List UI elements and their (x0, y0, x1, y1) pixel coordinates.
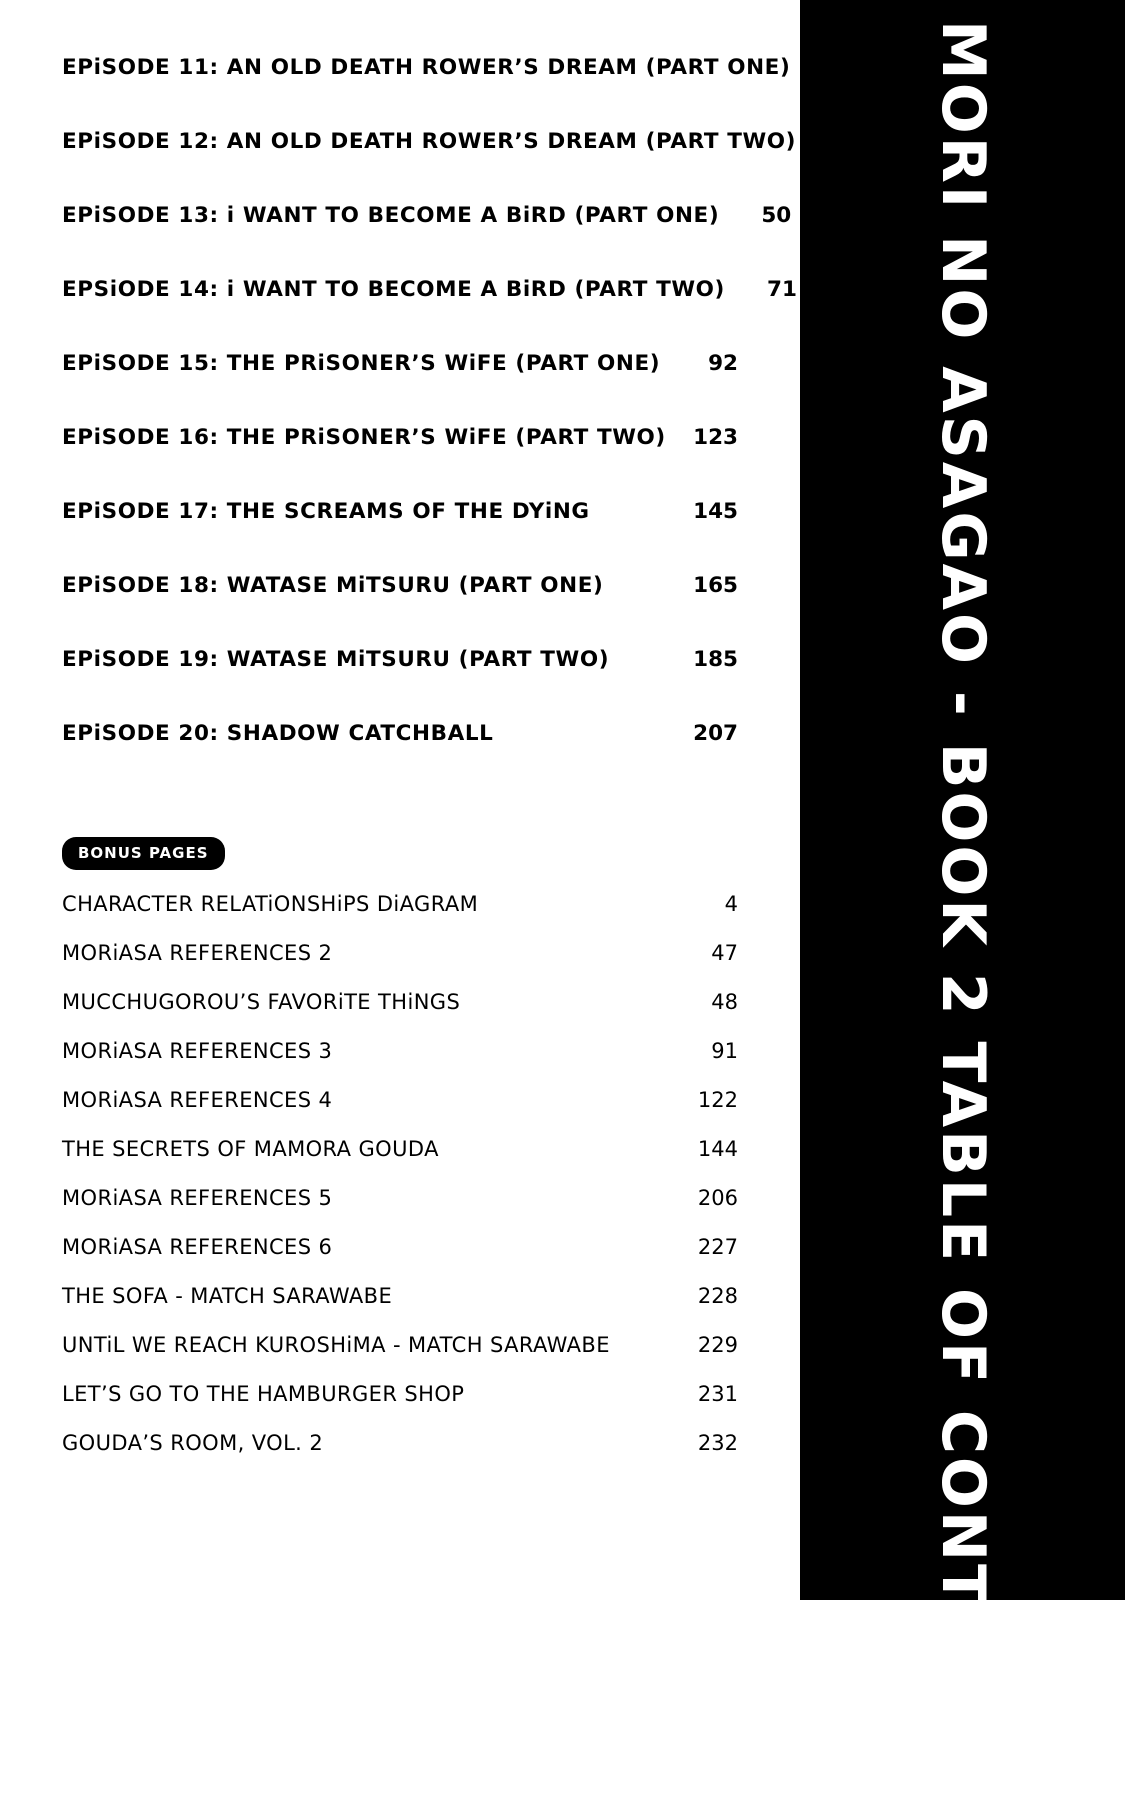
episode-title: EPiSODE 15: THE PRiSONER’S WiFE (PART ONE) (62, 351, 661, 376)
list-item[interactable] (62, 1333, 738, 1382)
bonus-page-number: 228 (697, 1284, 738, 1308)
list-item[interactable] (0, 425, 800, 499)
list-item[interactable] (62, 1284, 738, 1333)
list-item[interactable] (62, 892, 738, 941)
episode-page-number: 50 (761, 203, 792, 228)
bonus-title: THE SOFA - MATCH SARAWABE (62, 1284, 393, 1308)
episode-title: EPiSODE 16: THE PRiSONER’S WiFE (PART TWO) (62, 425, 666, 450)
list-item[interactable] (62, 1137, 738, 1186)
list-item[interactable] (62, 1088, 738, 1137)
list-item[interactable] (0, 721, 800, 795)
episode-page-number: 145 (693, 499, 738, 524)
bonus-page-number: 122 (697, 1088, 738, 1112)
list-item[interactable] (62, 941, 738, 990)
episode-title: EPiSODE 11: AN OLD DEATH ROWER’S DREAM (PART ONE) (62, 55, 791, 80)
bonus-title: MORiASA REFERENCES 2 (62, 941, 333, 965)
bonus-page-number: 4 (724, 892, 738, 916)
episode-page-number: 165 (693, 573, 738, 598)
bonus-pages-section (0, 837, 800, 1480)
list-item[interactable] (0, 499, 800, 573)
book-title-vertical: MORI NO ASAGAO - BOOK 2 TABLE OF CONTENTS (927, 20, 998, 1795)
episode-title: EPiSODE 17: THE SCREAMS OF THE DYiNG (62, 499, 590, 524)
bonus-title: MORiASA REFERENCES 3 (62, 1039, 333, 1063)
list-item[interactable] (0, 277, 800, 351)
bonus-title: MUCCHUGOROU’S FAVORiTE THiNGS (62, 990, 461, 1014)
episode-title: EPiSODE 19: WATASE MiTSURU (PART TWO) (62, 647, 610, 672)
bonus-title: MORiASA REFERENCES 5 (62, 1186, 333, 1210)
list-item[interactable] (0, 647, 800, 721)
list-item[interactable] (0, 129, 800, 203)
episode-page-number: 71 (767, 277, 797, 302)
episode-page-number: 92 (708, 351, 738, 376)
bonus-page-number: 232 (697, 1431, 738, 1455)
bonus-pages-badge: BONUS PAGES (62, 837, 225, 870)
bonus-page-number: 231 (697, 1382, 738, 1406)
episode-title: EPiSODE 18: WATASE MiTSURU (PART ONE) (62, 573, 604, 598)
side-title-wrap (800, 0, 1125, 1795)
list-item[interactable] (62, 1186, 738, 1235)
episode-page-number: 185 (693, 647, 738, 672)
episode-title: EPSiODE 14: i WANT TO BECOME A BiRD (PART TWO) (62, 277, 725, 302)
bonus-title: MORiASA REFERENCES 6 (62, 1235, 333, 1259)
bonus-page-number: 144 (697, 1137, 738, 1161)
bonus-page-number: 91 (711, 1039, 738, 1063)
list-item[interactable] (62, 990, 738, 1039)
bonus-list (62, 892, 738, 1480)
bonus-title: THE SECRETS OF MAMORA GOUDA (62, 1137, 439, 1161)
list-item[interactable] (0, 573, 800, 647)
episode-title: EPiSODE 13: i WANT TO BECOME A BiRD (PART ONE) (62, 203, 720, 228)
bonus-title: MORiASA REFERENCES 4 (62, 1088, 333, 1112)
bonus-page-number: 48 (711, 990, 738, 1014)
side-title-bar (800, 0, 1125, 1795)
list-item[interactable] (62, 1039, 738, 1088)
bonus-title: CHARACTER RELATiONSHiPS DiAGRAM (62, 892, 479, 916)
bonus-title: GOUDA’S ROOM, VOL. 2 (62, 1431, 324, 1455)
bonus-page-number: 206 (697, 1186, 738, 1210)
list-item[interactable] (0, 55, 800, 129)
episode-title: EPiSODE 20: SHADOW CATCHBALL (62, 721, 494, 746)
bonus-title: UNTiL WE REACH KUROSHiMA - MATCH SARAWABE (62, 1333, 610, 1357)
list-item[interactable] (62, 1382, 738, 1431)
list-item[interactable] (0, 351, 800, 425)
list-item[interactable] (62, 1235, 738, 1284)
bonus-title: LET’S GO TO THE HAMBURGER SHOP (62, 1382, 465, 1406)
episode-title: EPiSODE 12: AN OLD DEATH ROWER’S DREAM (PART TWO) (62, 129, 797, 154)
episode-page-number: 123 (693, 425, 738, 450)
bonus-page-number: 47 (711, 941, 738, 965)
list-item[interactable] (0, 203, 800, 277)
bonus-page-number: 229 (697, 1333, 738, 1357)
list-item[interactable] (62, 1431, 738, 1480)
episode-page-number: 207 (693, 721, 738, 746)
episode-list (0, 55, 800, 795)
bonus-page-number: 227 (697, 1235, 738, 1259)
